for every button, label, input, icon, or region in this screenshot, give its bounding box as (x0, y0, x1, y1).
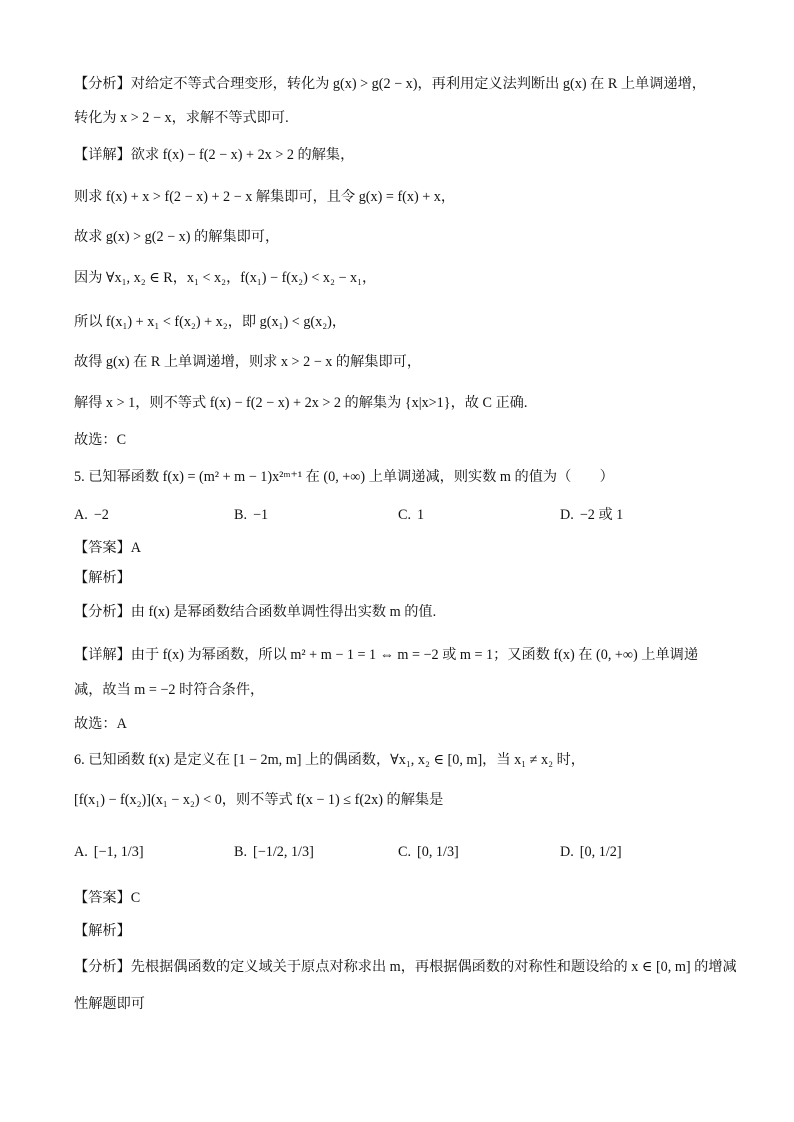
q6-choice-d-text: [0, 1/2] (579, 844, 622, 860)
detail-q4-line-6: 故得 g(x) 在 R 上单调递增，则求 x > 2 − x 的解集即可， (74, 354, 422, 370)
q6-choice-a (74, 842, 144, 862)
q5-choice-a-text: −2 (93, 507, 109, 523)
detail-q5-line-2: 减，故当 m = −2 时符合条件， (74, 682, 265, 698)
analysis-q4-line-1: 【分析】对给定不等式合理变形，转化为 g(x) > g(2 − x)，再利用定义法判断出 g(x) 在 R 上单调递增， (74, 76, 706, 92)
analysis-q5: 【分析】由 f(x) 是幂函数结合函数单调性得出实数 m 的值. (74, 604, 437, 620)
question-6-stem-line-2: [f(x₁) − f(x₂)](x₁ − x₂) < 0，则不等式 f(x − 1) ≤ f(2x) 的解集是 (74, 792, 444, 808)
detail-q5-line-1: 【详解】由于 f(x) 为幂函数，所以 m² + m − 1 = 1 ⇔ m = −2 或 m = 1；又函数 f(x) 在 (0, +∞) 上单调递 (74, 647, 699, 663)
q6-choice-c-text: [0, 1/3] (417, 844, 459, 860)
q5-choice-b (234, 505, 268, 525)
q5-choice-d-label: D. (560, 507, 574, 523)
answer-q5: 【答案】A (74, 540, 141, 556)
q6-choice-c-label: C. (398, 844, 412, 860)
q5-choice-c-label: C. (398, 507, 412, 523)
q5-choice-a (74, 505, 109, 525)
q6-choice-b-text: [−1/2, 1/3] (253, 844, 314, 860)
q5-choice-b-text: −1 (253, 507, 269, 523)
detail-q4-line-7: 解得 x > 1，则不等式 f(x) − f(2 − x) + 2x > 2 的解集为 {x|x>1}，故 C 正确. (74, 395, 528, 411)
detail-q4-line-5: 所以 f(x₁) + x₁ < f(x₂) + x₂，即 g(x₁) < g(x₂)， (74, 314, 347, 330)
question-6-stem-line-1: 6. 已知函数 f(x) 是定义在 [1 − 2m, m] 上的偶函数，∀x₁, x₂ ∈ [0, m]，当 x₁ ≠ x₂ 时， (74, 752, 585, 768)
detail-q4-line-2: 则求 f(x) + x > f(2 − x) + 2 − x 解集即可，且令 g(x) = f(x) + x， (74, 189, 456, 205)
q5-choice-d-text: −2 或 1 (579, 507, 624, 523)
analysis-q6-line-1: 【分析】先根据偶函数的定义域关于原点对称求出 m，再根据偶函数的对称性和题设给的 x ∈ [0, m] 的增减 (74, 959, 737, 975)
detail-q4-line-4: 因为 ∀x₁, x₂ ∈ R，x₁ < x₂，f(x₁) − f(x₂) < x₂ − x₁， (74, 270, 377, 286)
answer-q6: 【答案】C (74, 890, 141, 906)
q5-choice-a-label: A. (74, 507, 88, 523)
q6-choice-a-label: A. (74, 844, 88, 860)
q5-choice-b-label: B. (234, 507, 248, 523)
answer-select-q4: 故选：C (74, 432, 127, 448)
analysis-q4-line-2: 转化为 x > 2 − x，求解不等式即可. (74, 110, 289, 126)
q5-choice-d (560, 505, 623, 525)
q6-choice-d (560, 842, 622, 862)
detail-q4-line-3: 故求 g(x) > g(2 − x) 的解集即可， (74, 229, 280, 245)
analysis-q6-line-2: 性解题即可 (74, 996, 145, 1012)
q6-choice-b (234, 842, 314, 862)
q5-choice-c (398, 505, 424, 525)
solution-heading-q5: 【解析】 (74, 570, 131, 586)
answer-select-q5: 故选：A (74, 716, 127, 732)
detail-q4-line-1: 【详解】欲求 f(x) − f(2 − x) + 2x > 2 的解集， (74, 147, 355, 163)
q6-choice-c (398, 842, 459, 862)
q6-choice-a-text: [−1, 1/3] (93, 844, 144, 860)
q6-choice-d-label: D. (560, 844, 574, 860)
question-5-stem: 5. 已知幂函数 f(x) = (m² + m − 1)x²ᵐ⁺¹ 在 (0, +∞) 上单调递减，则实数 m 的值为（ ） (74, 469, 614, 485)
q6-choice-b-label: B. (234, 844, 248, 860)
q5-choice-c-text: 1 (417, 507, 425, 523)
solution-heading-q6: 【解析】 (74, 923, 131, 939)
